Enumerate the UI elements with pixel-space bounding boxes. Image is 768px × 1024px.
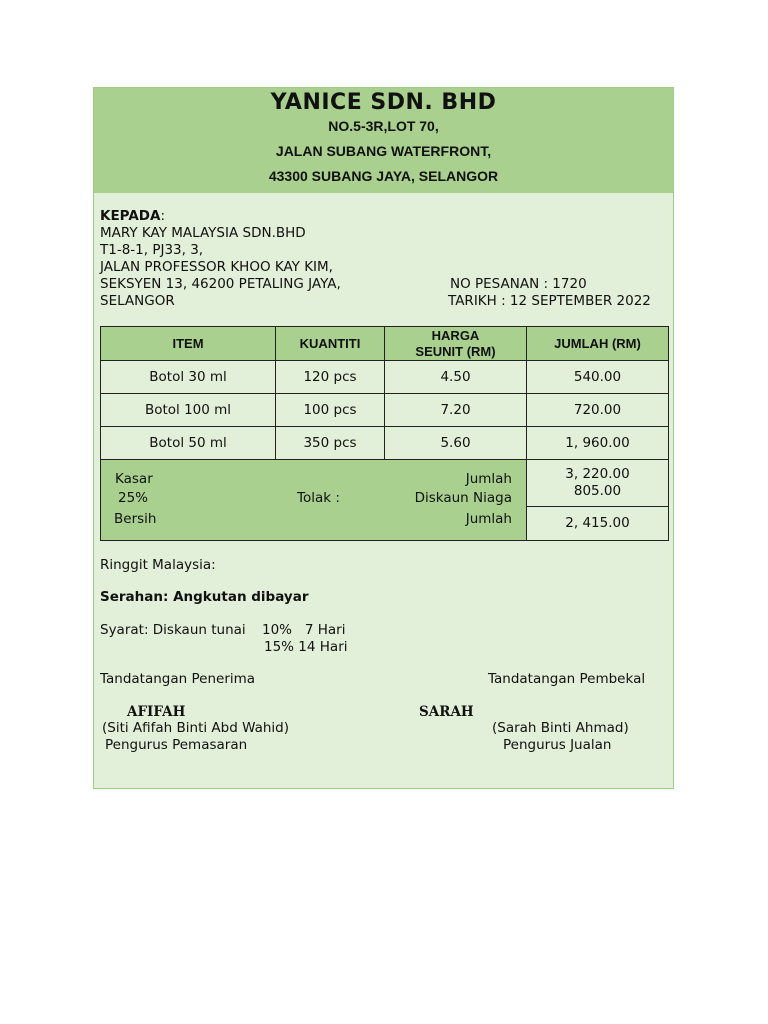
receiver-signature: AFIFAH bbox=[127, 704, 186, 720]
receiver-title: Pengurus Pemasaran bbox=[105, 737, 248, 753]
serahan-value: : Angkutan dibayar bbox=[162, 589, 309, 605]
recipient-label: KEPADA bbox=[100, 208, 161, 224]
summary-discount-value: 805.00 bbox=[573, 482, 622, 499]
cell-amount: 540.00 bbox=[527, 361, 669, 394]
summary-row-top bbox=[101, 460, 669, 507]
summary-kasar: Kasar bbox=[115, 471, 153, 487]
items-table bbox=[100, 326, 669, 541]
cell-unit-price: 5.60 bbox=[385, 427, 527, 460]
supplier-name: (Sarah Binti Ahmad) bbox=[492, 720, 629, 736]
summary-diskaun: Diskaun Niaga bbox=[414, 490, 512, 506]
recipient-line-4: SEKSYEN 13, 46200 PETALING JAYA, bbox=[100, 276, 341, 292]
table-row bbox=[101, 427, 669, 460]
payment-terms-line-2: 15% 14 Hari bbox=[264, 639, 348, 655]
delivery-terms bbox=[100, 589, 309, 605]
company-header bbox=[94, 88, 673, 193]
purchase-order-document bbox=[93, 87, 674, 789]
receiver-signature-label: Tandatangan Penerima bbox=[100, 671, 256, 687]
summary-jumlah-1: Jumlah bbox=[465, 471, 512, 487]
cell-item: Botol 30 ml bbox=[101, 361, 276, 394]
supplier-title: Pengurus Jualan bbox=[503, 737, 612, 753]
cell-quantity: 350 pcs bbox=[276, 427, 385, 460]
summary-gross-discount bbox=[527, 460, 669, 507]
summary-tolak: Tolak : bbox=[297, 490, 340, 506]
company-name: YANICE SDN. BHD bbox=[270, 90, 497, 115]
supplier-signature: SARAH bbox=[419, 704, 474, 720]
header-unit-price-line-2: SEUNIT (RM) bbox=[415, 343, 496, 359]
header-quantity: KUANTITI bbox=[276, 327, 385, 361]
header-item: ITEM bbox=[101, 327, 276, 361]
payment-terms-line-1: 10% 7 Hari bbox=[262, 622, 346, 638]
summary-total-net: 2, 415.00 bbox=[527, 506, 669, 540]
recipient-line-1: MARY KAY MALAYSIA SDN.BHD bbox=[100, 225, 306, 241]
cell-quantity: 120 pcs bbox=[276, 361, 385, 394]
header-amount: JUMLAH (RM) bbox=[527, 327, 669, 361]
recipient-line-3: JALAN PROFESSOR KHOO KAY KIM, bbox=[100, 259, 333, 275]
cell-amount: 720.00 bbox=[527, 394, 669, 427]
payment-terms-label: Syarat: Diskaun tunai bbox=[100, 622, 246, 638]
summary-bersih: Bersih bbox=[114, 511, 157, 527]
summary-jumlah-2: Jumlah bbox=[465, 511, 512, 527]
ringgit-malaysia: Ringgit Malaysia: bbox=[100, 557, 216, 573]
company-address-line-3: 43300 SUBANG JAYA, SELANGOR bbox=[268, 168, 499, 184]
table-row bbox=[101, 394, 669, 427]
supplier-signature-label: Tandatangan Pembekal bbox=[488, 671, 646, 687]
serahan-label: Serahan bbox=[100, 589, 163, 605]
company-address-line-2: JALAN SUBANG WATERFRONT, bbox=[275, 143, 492, 159]
recipient-heading bbox=[100, 208, 165, 224]
summary-percent: 25% bbox=[118, 490, 149, 506]
recipient-line-2: T1-8-1, PJ33, 3, bbox=[100, 242, 204, 258]
recipient-line-5: SELANGOR bbox=[100, 293, 175, 309]
company-address-line-1: NO.5-3R,LOT 70, bbox=[328, 118, 439, 134]
receiver-name: (Siti Afifah Binti Abd Wahid) bbox=[102, 720, 290, 736]
header-unit-price bbox=[385, 327, 527, 361]
header-unit-price-line-1: HARGA bbox=[431, 327, 480, 343]
cell-item: Botol 100 ml bbox=[101, 394, 276, 427]
cell-amount: 1, 960.00 bbox=[527, 427, 669, 460]
table-header-row bbox=[101, 327, 669, 361]
order-number: NO PESANAN : 1720 bbox=[450, 276, 587, 292]
recipient-colon: : bbox=[160, 208, 166, 224]
cell-quantity: 100 pcs bbox=[276, 394, 385, 427]
cell-unit-price: 7.20 bbox=[385, 394, 527, 427]
table-row bbox=[101, 361, 669, 394]
cell-item: Botol 50 ml bbox=[101, 427, 276, 460]
summary-total-gross: 3, 220.00 bbox=[565, 465, 630, 482]
order-date: TARIKH : 12 SEPTEMBER 2022 bbox=[448, 293, 651, 309]
cell-unit-price: 4.50 bbox=[385, 361, 527, 394]
summary-labels bbox=[101, 460, 527, 541]
